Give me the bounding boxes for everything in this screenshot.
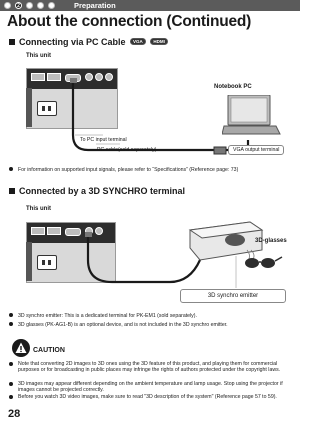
- bullet-icon: [9, 322, 13, 326]
- 3d-glasses-icon: [245, 257, 282, 268]
- badge-hdmi: HDMI: [150, 38, 168, 45]
- cable-plug-top: [70, 78, 77, 83]
- cable-plug-top: [85, 232, 92, 237]
- synchro-note-1: [9, 313, 291, 319]
- synchro-note-text: 3D glasses (PK-AG1-B) is an optional device, and is not included in the 3D synchro emitter.: [18, 322, 228, 328]
- section-label: Preparation: [74, 1, 116, 10]
- to-pc-input-label: To PC input terminal: [80, 137, 127, 143]
- badge-vga: VGA: [130, 38, 146, 45]
- pc-section-title: Connecting via PC Cable: [19, 37, 126, 47]
- notebook-pc-label: Notebook PC: [214, 84, 252, 90]
- pc-cable-label: PC cable(sold separately): [97, 147, 157, 153]
- page-title: About the connection (Continued): [7, 13, 252, 30]
- caution-icon: [12, 339, 30, 357]
- step-dot-2: 2: [15, 2, 22, 9]
- caution-title: CAUTION: [33, 347, 65, 354]
- caution-item-1: [9, 361, 291, 373]
- synchro-note-2: [9, 322, 291, 328]
- caution-item-3: [9, 394, 291, 400]
- caution-item-2: [9, 381, 291, 393]
- page-number: 28: [8, 408, 21, 420]
- this-unit-label: This unit: [26, 206, 51, 212]
- bullet-icon: [9, 313, 13, 317]
- pc-note-text: For information on supported input signals, please refer to “Specifications” (Reference page: 73): [18, 167, 239, 173]
- caution-item-text: Before you watch 3D video images, make sure to read "3D description of the system" (Reference page 57 to 59).: [18, 394, 277, 400]
- synchro-cable-line: [88, 234, 200, 282]
- cable-plug-end: [214, 147, 226, 154]
- 3d-synchro-emitter-label: 3D synchro emitter: [180, 289, 286, 303]
- synchro-note-text: 3D synchro emitter: This is a dedicated terminal for PK-EM1 (sold separately).: [18, 313, 197, 319]
- pc-note: [9, 167, 291, 173]
- caution-item-text: 3D images may appear different depending on the ambient temperature and lamp usage. Stop using the projector if images cannot be projected correctly.: [18, 381, 283, 394]
- 3d-synchro-emitter-icon: [190, 222, 262, 260]
- synchro-section-title: Connected by a 3D SYNCHRO terminal: [19, 186, 186, 196]
- 3d-glasses-label: 3D-glasses: [255, 238, 287, 244]
- this-unit-label: This unit: [26, 53, 51, 59]
- caution-item-text: Note that converting 2D images to 3D ones using the 3D feature of this product, and playing them for commercial purposes or for broadcasting in public places may infringe the rights of authors protected under the copyright laws.: [18, 361, 281, 374]
- bullet-icon: [9, 362, 13, 366]
- bullet-icon: [9, 167, 13, 171]
- bullet-icon: [9, 395, 13, 399]
- synchro-section-heading: [9, 186, 185, 196]
- vga-output-label: VGA output terminal: [228, 145, 284, 155]
- bullet-icon: [9, 382, 13, 386]
- notebook-pc-icon: [222, 95, 282, 143]
- square-bullet-icon: [9, 188, 15, 194]
